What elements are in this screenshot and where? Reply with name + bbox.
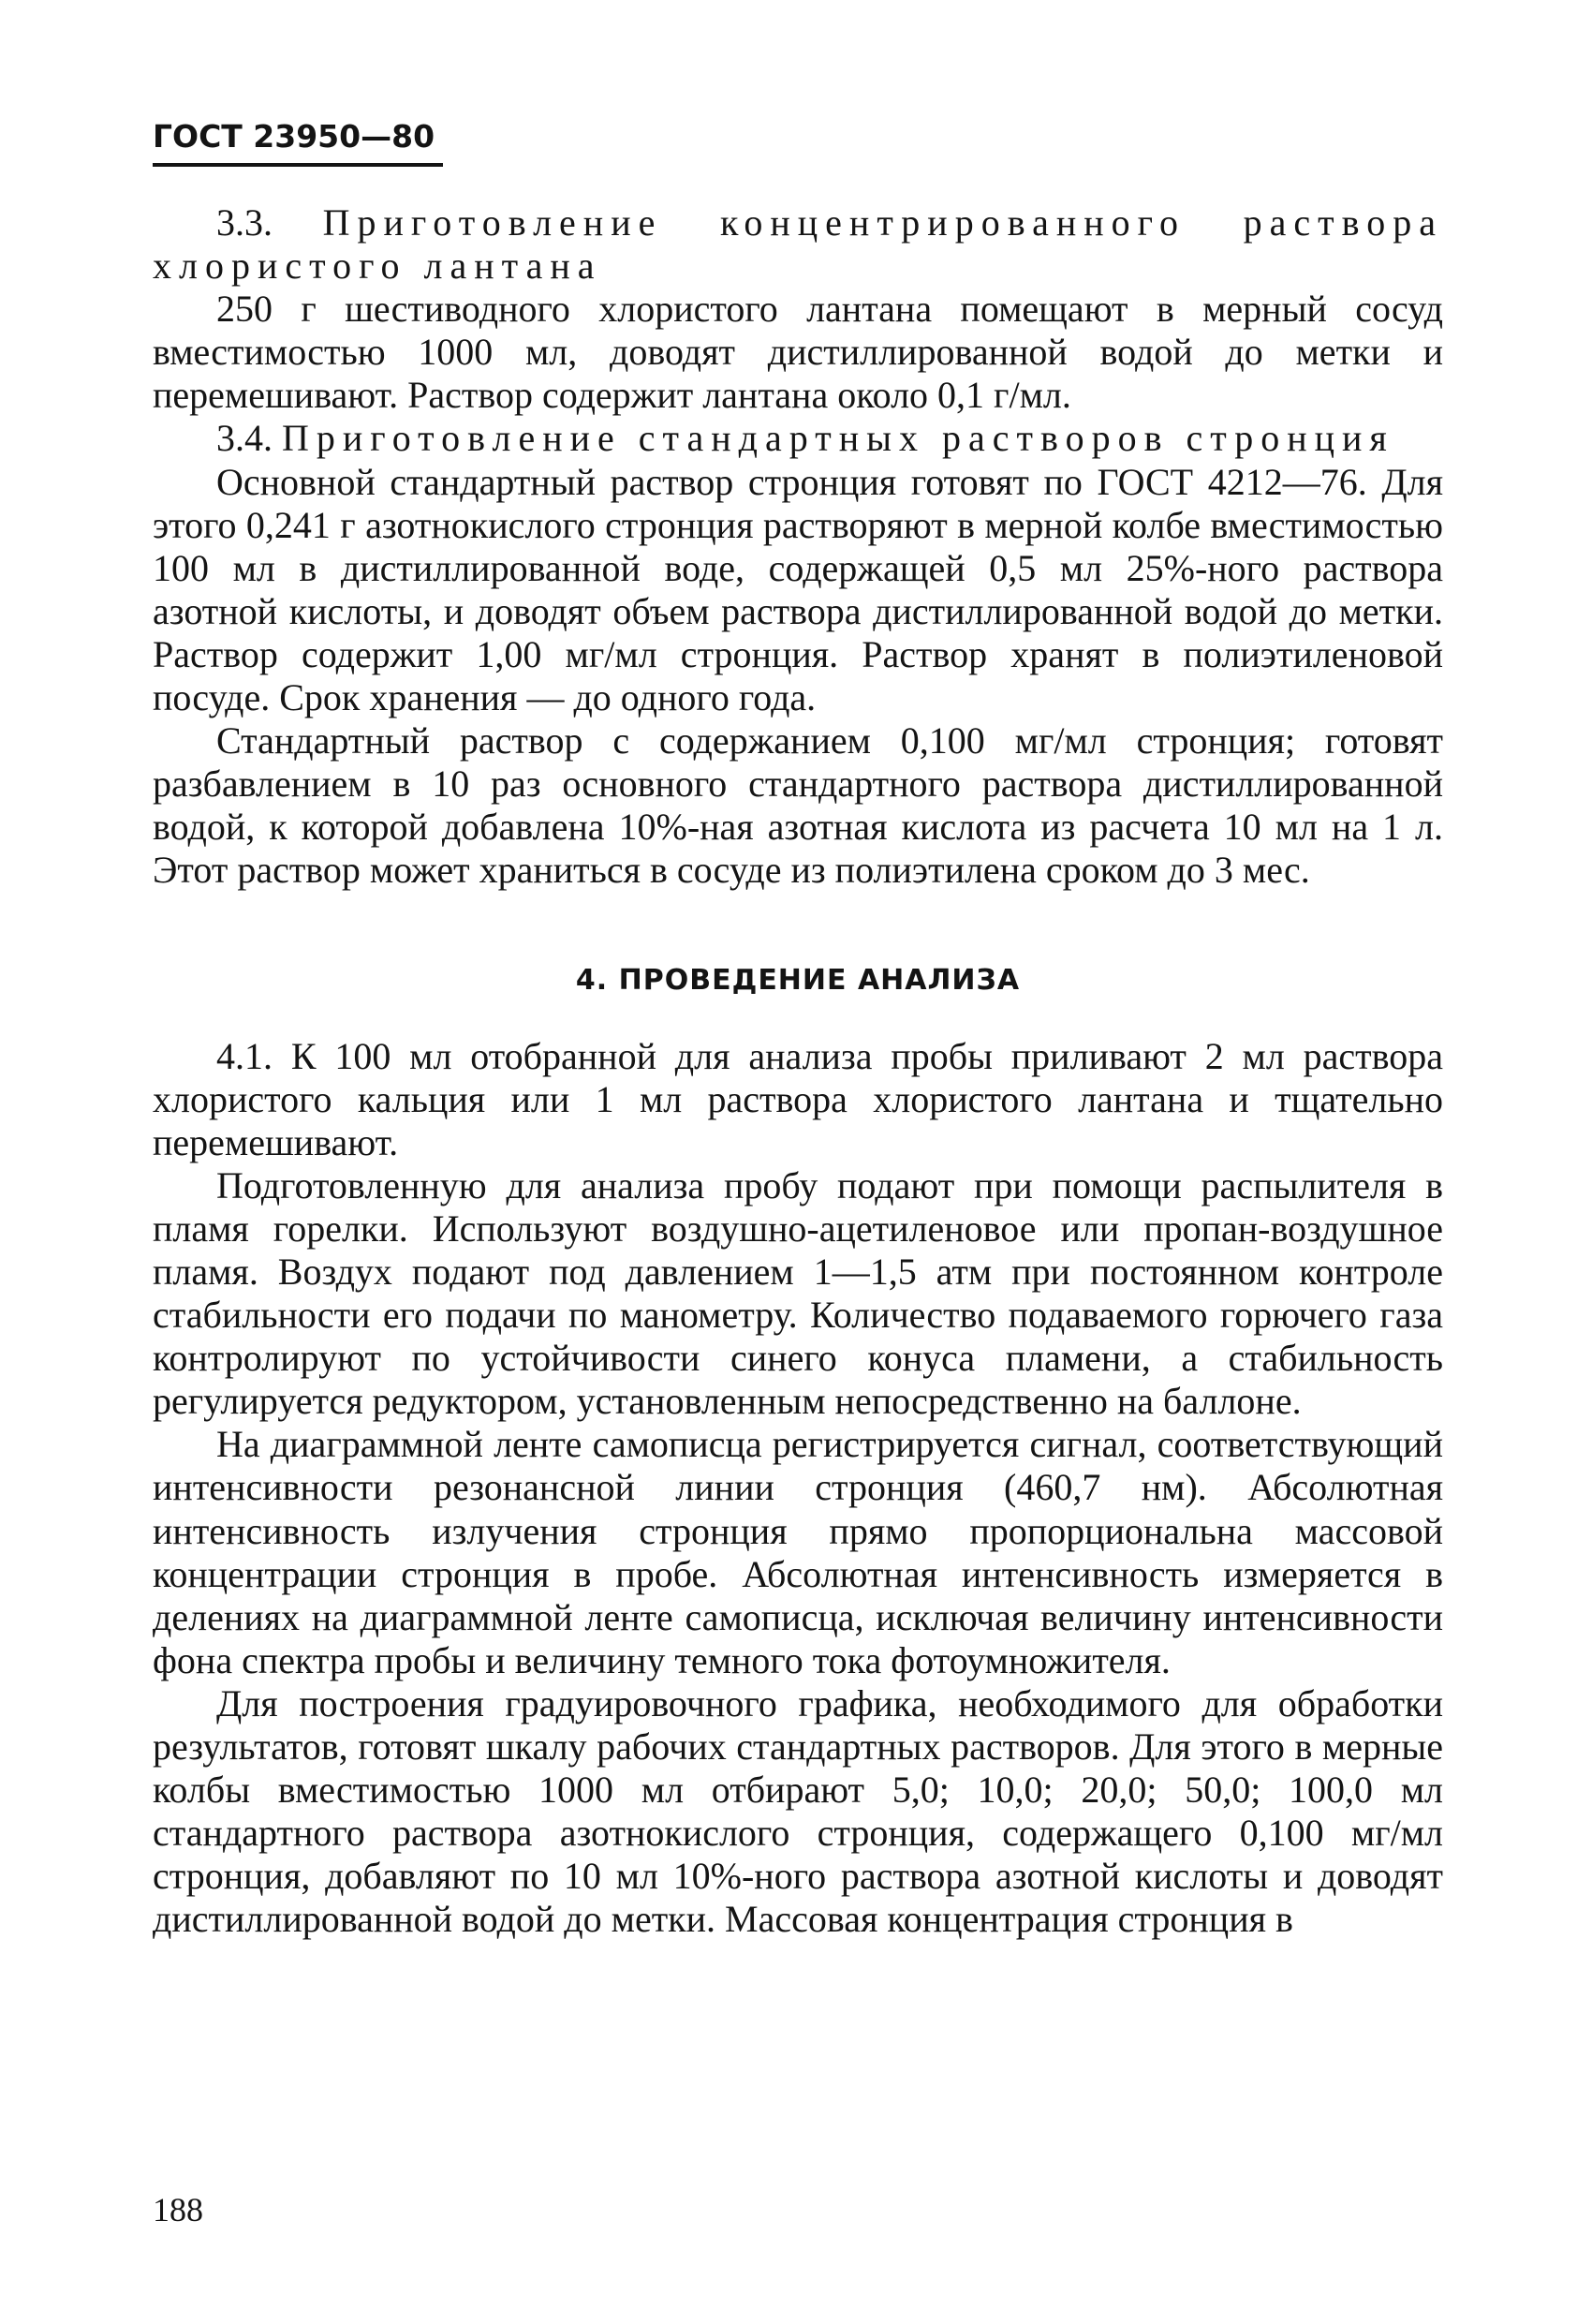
section-3-4-paragraph-1: Основной стандартный раствор стронция готовят по ГОСТ 4212—76. Для этого 0,241 г азотнокислого стронция растворяют в мерной колбе вместимостью 100 мл в дистиллированной воде, содержащей 0,5 мл 25%-ного раствора азотной кислоты, и доводят объем раствора дистиллированной водой до метки. Раствор содержит 1,00 мг/мл стронция. Раствор хранят в полиэтиленовой посуде. Срок хранения — до одного года. — [153, 460, 1443, 719]
standard-code: ГОСТ 23950—80 — [153, 118, 435, 155]
section-4-paragraph-2: Подготовленную для анализа пробу подают при помощи распылителя в пламя горелки. Используют воздушно-ацетиленовое или пропан-воздушное пламя. Воздух подают под давлением 1—1,5 атм при постоянном контроле стабильности его подачи по манометру. Количество подаваемого горючего газа контролируют по устойчивости синего конуса пламени, а стабильность регулируется редуктором, установленным непосредственно на баллоне. — [153, 1163, 1443, 1423]
section-4-1-paragraph: 4.1. К 100 мл отобранной для анализа пробы приливают 2 мл раствора хлористого кальция или 1 мл раствора хлористого лантана и тщательно перемешивают. — [153, 1034, 1443, 1163]
section-3-4-title: Приготовление стандартных растворов стронция — [282, 417, 1394, 460]
section-3-4-heading — [153, 417, 1443, 460]
page-header — [153, 120, 443, 167]
section-3-3-text: 250 г шестиводного хлористого лантана помещают в мерный сосуд вместимостью 1000 мл, доводят дистиллированной водой до метки и перемешивают. Раствор содержит лантана около 0,1 г/мл. — [153, 288, 1443, 417]
document-body — [153, 201, 1443, 1941]
section-4-paragraph-4: Для построения градуировочного графика, необходимого для обработки результатов, готовят шкалу рабочих стандартных растворов. Для этого в мерные колбы вместимостью 1000 мл отбирают 5,0; 10,0; 20,0; 50,0; 100,0 мл стандартного раствора азотнокислого стронция, содержащего 0,100 мг/мл стронция, добавляют по 10 мл 10%-ного раствора азотной кислоты и доводят дистиллированной водой до метки. Массовая концентрация стронция в — [153, 1681, 1443, 1941]
section-4-paragraph-3: На диаграммной ленте самописца регистрируется сигнал, соответствующий интенсивности резонансной линии стронция (460,7 нм). Абсолютная интенсивность излучения стронция прямо пропорциональна массовой концентрации стронция в пробе. Абсолютная интенсивность измеряется в делениях на диаграммной ленте самописца, исключая величину интенсивности фона спектра пробы и величину темного тока фотоумножителя. — [153, 1423, 1443, 1681]
page-number: 188 — [153, 2191, 203, 2228]
section-3-4-number: 3.4. — [216, 417, 273, 460]
section-3-3-heading — [153, 201, 1443, 288]
section-3-4-paragraph-2: Стандартный раствор с содержанием 0,100 мг/мл стронция; готовят разбавлением в 10 раз основного стандартного раствора дистиллированной водой, к которой добавлена 10%-ная азотная кислота из расчета 10 мл на 1 л. Этот раствор может храниться в сосуде из полиэтилена сроком до 3 мес. — [153, 719, 1443, 892]
section-3-3-title: Приготовление концентрированного раствора хлористого лантана — [153, 201, 1443, 288]
section-3-3-number: 3.3. — [216, 201, 273, 244]
section-4-title: 4. ПРОВЕДЕНИЕ АНАЛИЗА — [575, 963, 1021, 997]
